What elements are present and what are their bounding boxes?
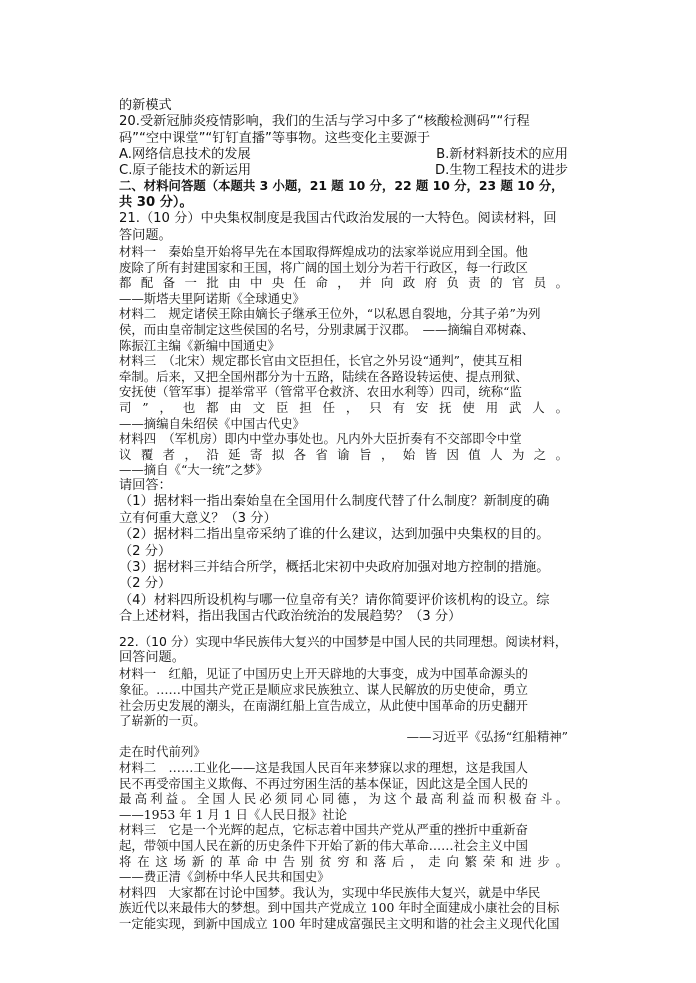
question-intro: 回答问题。	[119, 650, 185, 665]
material-line: 材料三 （北宋）规定郡长官由文臣担任，长官之外另设“通判”，使其互相	[119, 353, 522, 369]
sub-question: 立有何重大意义？（3 分）	[119, 510, 277, 526]
material-line: 废除了所有封建国家和王国，将广阔的国土划分为若干行政区，每一行政区	[119, 259, 528, 275]
section-title: 共 30 分）。	[119, 194, 193, 210]
material-line: 最高利益。全国人民必须同心同德，为这个最高利益而积极奋斗。	[119, 791, 568, 807]
material-line: 材料三 它是一个光辉的起点，它标志着中国共产党从严重的挫折中重新奋	[119, 822, 528, 838]
option-b[interactable]: B.新材料新技术的应用	[436, 147, 568, 163]
material-2	[119, 760, 568, 822]
material-line: 材料一 秦始皇开始将早先在本国取得辉煌成功的法家举说应用到全国。他	[119, 244, 528, 260]
option-a[interactable]: A.网络信息技术的发展	[119, 147, 251, 163]
material-source: ——摘自《“大一统”之梦》	[119, 462, 268, 478]
question-22	[119, 634, 568, 932]
material-4	[119, 431, 568, 478]
material-line: 牵制。后来，又把全国州郡分为十五路，陆续在各路设转运使、提点刑狱、	[119, 368, 528, 384]
answer-prompt: 请回答：	[119, 477, 172, 493]
material-line: 安抚使（管军事）提举常平（管常平仓救济、农田水利等）四司，统称“监	[119, 384, 522, 400]
material-source: ——斯塔夫里阿诺斯《全球通史》	[119, 290, 305, 306]
sub-question: （2）据材料二指出皇帝采纳了谁的什么建议，达到加强中央集权的目的。	[119, 527, 550, 543]
material-line: 材料四 （军机房）即内中堂办事处也。凡内外大臣折奏有不交部即令中堂	[119, 431, 522, 447]
sub-question: （3）据材料三并结合所学，概括北宋初中央政府加强对地方控制的措施。	[119, 559, 550, 575]
material-line: 起，带领中国人民在新的历史条件下开始了新的伟大革命……社会主义中国	[119, 837, 528, 853]
material-4	[119, 885, 568, 932]
material-line: 民不再受帝国主义欺侮、不再过穷困生活的基本保证，因此这是全国人民的	[119, 775, 528, 791]
material-line: 司”，也都由文臣担任，只有安抚使用武人。	[119, 399, 568, 415]
material-line: 材料一 红船，见证了中国历史上开天辟地的大事变，成为中国革命源头的	[119, 666, 528, 682]
sub-question: （2 分）	[119, 543, 172, 559]
question-21	[119, 211, 568, 625]
material-line: 材料四 大家都在讨论中国梦。我认为，实现中华民族伟大复兴，就是中华民	[119, 884, 541, 900]
section-title: 二、材料问答题（本题共 3 小题，21 题 10 分，22 题 10 分，23 题 10 分，	[119, 178, 564, 194]
material-source: ——习近平《弘扬“红船精神”	[406, 728, 568, 744]
material-source: ——费正清《剑桥中华人民共和国史》	[119, 869, 330, 885]
material-source: ——1953 年 1 月 1 日《人民日报》社论	[119, 806, 348, 822]
material-3	[119, 353, 568, 431]
question-20	[119, 114, 568, 178]
sub-question: （1）据材料一指出秦始皇在全国用什么制度代替了什么制度？新制度的确	[119, 494, 550, 510]
material-3	[119, 822, 568, 884]
sub-question: （2 分）	[119, 576, 172, 592]
material-source: 陈振江主编《新编中国通史》	[119, 337, 281, 353]
material-line: 社会历史发展的潮头，在南湖红船上宣告成立，从此使中国革命的历史翻开	[119, 697, 528, 713]
spacer	[119, 626, 568, 634]
section-heading	[119, 178, 568, 211]
option-c[interactable]: C.原子能技术的新运用	[119, 162, 252, 178]
sub-questions	[119, 494, 568, 625]
question-intro: 22.（10 分）实现中华民族伟大复兴的中国梦是中国人民的共同理想。阅读材料，	[119, 633, 568, 649]
material-line: 了崭新的一页。	[119, 713, 206, 729]
sub-question: 合上述材料，指出我国古代政治统治的发展趋势？（3 分）	[119, 609, 462, 625]
options-row-1	[119, 147, 568, 163]
material-line: 材料二 规定诸侯王除由嫡长子继承王位外，“以私恩自裂地，分其子弟”为列	[119, 306, 541, 322]
material-source: 走在时代前列》	[119, 744, 206, 760]
material-line: 材料二 ……工业化——这是我国人民百年来梦寐以求的理想，这是我国人	[119, 759, 528, 775]
options-row-2	[119, 163, 568, 179]
material-line: 议覆者，沿延寄拟各省谕旨，始皆因值人为之。	[119, 446, 568, 462]
material-line: 将在这场新的革命中告别贫穷和落后，走向繁荣和进步。	[119, 853, 568, 869]
material-1	[119, 666, 568, 760]
material-2	[119, 306, 568, 353]
question-intro: 21.（10 分）中央集权制度是我国古代政治发展的一大特色。阅读材料，回	[119, 211, 557, 227]
option-d[interactable]: D.生物工程技术的进步	[434, 162, 568, 178]
material-line: 象征。……中国共产党正是顺应求民族独立、谋人民解放的历史使命，勇立	[119, 682, 528, 697]
text-line: 的新模式	[119, 98, 172, 113]
material-1	[119, 244, 568, 306]
material-source: ——摘编自朱绍侯《中国古代史》	[119, 415, 305, 431]
question-text: 码”“空中课堂”“钉钉直播”等事物。这些变化主要源于	[119, 130, 431, 146]
material-line: 侯，而由皇帝制定这些侯国的名号，分别隶属于汉郡。 ——摘编自邓树森、	[119, 322, 535, 337]
question-intro: 答问题。	[119, 227, 172, 243]
material-line: 族近代以来最伟大的梦想。到中国共产党成立 100 年时全面建成小康社会的目标	[119, 900, 560, 916]
sub-question: （4）材料四所设机构与哪一位皇帝有关？请你简要评价该机构的设立。综	[119, 592, 550, 608]
material-line: 都配备一批由中央任命，并向政府负责的官员。	[119, 275, 568, 291]
material-line: 一定能实现，到新中国成立 100 年时建成富强民主文明和谐的社会主义现代化国	[119, 915, 560, 931]
question-text: 20.受新冠肺炎疫情影响，我们的生活与学习中多了“核酸检测码”“行程	[119, 114, 530, 130]
